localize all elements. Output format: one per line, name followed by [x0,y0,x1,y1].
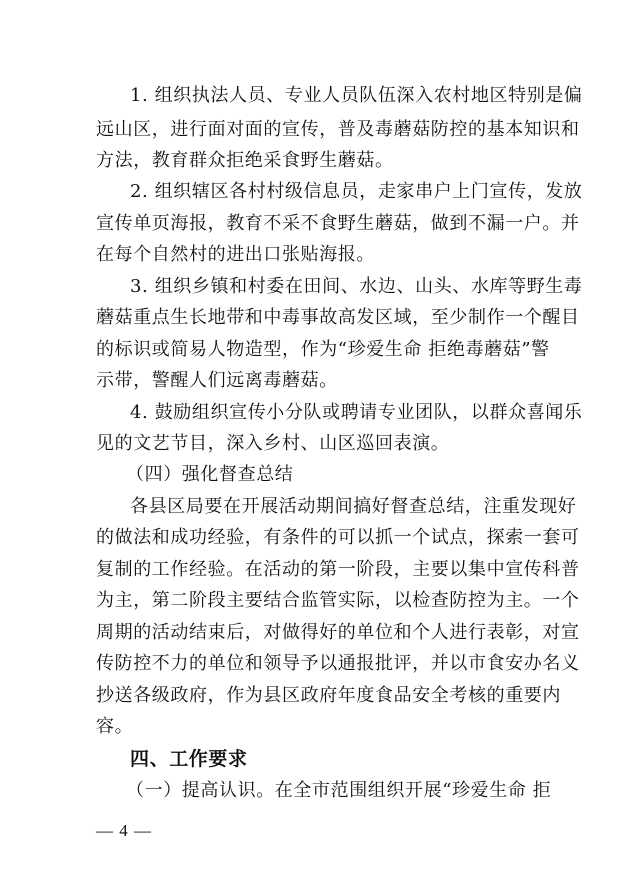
paragraph-5-line-3: 复制的工作经验。在活动的第一阶段，主要以集中宣传科普 [96,559,580,580]
paragraph-3-line-4: 示带，警醒人们远离毒蘑菇。 [96,370,338,391]
paragraph-1-line-1: 1. 组织执法人员、专业人员队伍深入农村地区特别是偏 [130,85,583,106]
paragraph-4-line-2: 见的文艺节目，深入乡村、山区巡回表演。 [96,433,450,454]
page-number: — 4 — [96,821,152,840]
paragraph-5-line-6: 传防控不力的单位和领导予以通报批评，并以市食安办名义 [96,653,580,674]
paragraph-5-line-5: 周期的活动结束后，对做得好的单位和个人进行表彰，对宣 [96,622,580,643]
paragraph-5-line-1: 各县区局要在开展活动期间搞好督查总结，注重发现好 [130,496,577,517]
paragraph-3-line-1: 3. 组织乡镇和村委在田间、水边、山头、水库等野生毒 [130,276,583,297]
paragraph-2-line-2: 宣传单页海报，教育不采不食野生蘑菇，做到不漏一户。并 [96,213,580,234]
paragraph-5-line-4: 为主，第二阶段主要结合监管实际，以检查防控为主。一个 [96,590,580,611]
section-heading: 四、工作要求 [130,748,248,770]
paragraph-5-line-2: 的做法和成功经验，有条件的可以抓一个试点，探索一套可 [96,527,580,548]
paragraph-2-line-1: 2. 组织辖区各村村级信息员，走家串户上门宣传，发放 [130,181,583,202]
paragraph-3-line-2: 蘑菇重点生长地带和中毒事故高发区域，至少制作一个醒目 [96,307,580,328]
paragraph-1-line-3: 方法，教育群众拒绝采食野生蘑菇。 [96,150,394,171]
paragraph-5-line-7: 抄送各级政府，作为县区政府年度食品安全考核的重要内 [96,685,561,706]
paragraph-5-line-8: 容。 [96,716,134,737]
section-subheading: （四）强化督查总结 [126,464,294,485]
paragraph-2-line-3: 在每个自然村的进出口张贴海报。 [96,244,375,265]
paragraph-4-line-1: 4. 鼓励组织宣传小分队或聘请专业团队，以群众喜闻乐 [130,402,583,423]
paragraph-1-line-2: 远山区，进行面对面的宣传，普及毒蘑菇防控的基本知识和 [96,119,580,140]
requirement-line-1: （一）提高认识。在全市范围组织开展“珍爱生命 拒 [126,780,552,801]
paragraph-3-line-3: 的标识或简易人物造型，作为“珍爱生命 拒绝毒蘑菇”警 [96,339,550,360]
